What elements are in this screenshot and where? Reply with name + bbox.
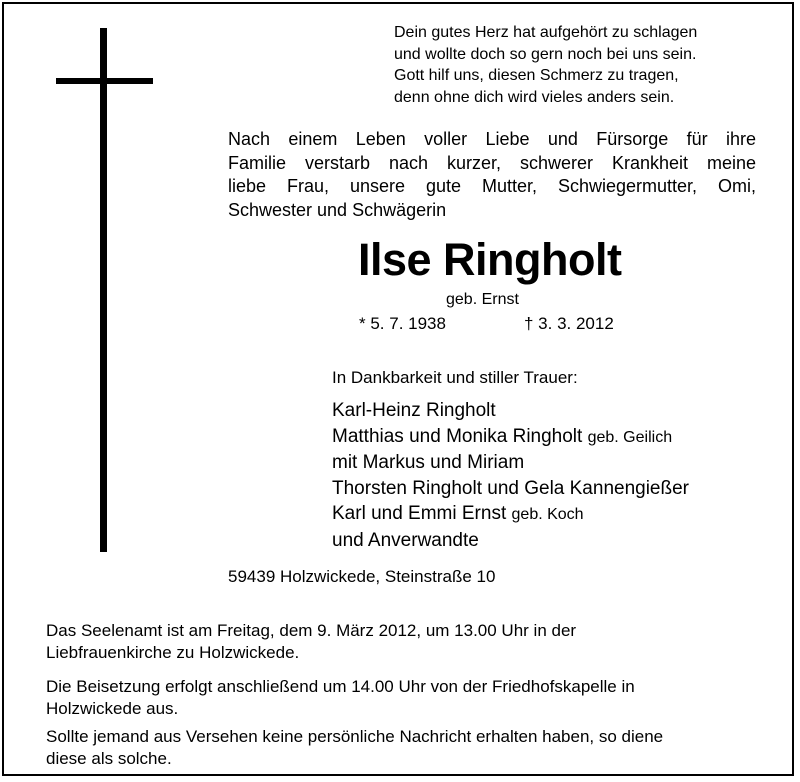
cross-vertical-bar — [100, 28, 107, 552]
mourner-item — [332, 501, 689, 528]
mourners-list — [332, 398, 689, 553]
notice-line: Die Beisetzung erfolgt anschließend um 14.00 Uhr von der Friedhofskapelle in — [46, 677, 635, 696]
notices — [46, 614, 758, 770]
intro-line: Nach einem Leben voller Liebe und Fürsorge für ihre — [228, 129, 756, 149]
mourner-name: und Anverwandte — [332, 529, 479, 551]
mourner-name: Karl und Emmi Ernst — [332, 503, 507, 524]
mourner-name: Karl-Heinz Ringholt — [332, 400, 496, 421]
maiden-name: geb. Ernst — [446, 291, 519, 308]
mourner-item — [332, 528, 689, 554]
mourner-item — [332, 424, 689, 451]
mourner-name: Matthias und Monika Ringholt — [332, 425, 583, 447]
birth-date: * 5. 7. 1938 — [359, 314, 446, 333]
intro-text — [228, 128, 756, 222]
notice-line: diese als solche. — [46, 749, 172, 768]
intro-line: Schwester und Schwägerin — [228, 199, 447, 220]
mourner-name: mit Markus und Miriam — [332, 452, 525, 473]
address: 59439 Holzwickede, Steinstraße 10 — [228, 567, 496, 586]
mourner-note: geb. Geilich — [587, 428, 673, 446]
death-date: † 3. 3. 2012 — [524, 314, 614, 333]
notice-line: Liebfrauenkirche zu Holzwickede. — [46, 643, 300, 662]
mourner-note: geb. Koch — [511, 506, 584, 523]
poem-line: denn ohne dich wird vieles anders sein. — [394, 88, 675, 106]
thanks-heading: In Dankbarkeit und stiller Trauer: — [332, 368, 578, 387]
deceased-name: Ilse Ringholt — [358, 234, 622, 285]
mourner-name: Thorsten Ringholt und Gela Kannengießer — [332, 477, 690, 499]
notice-line: Holzwickede aus. — [46, 699, 179, 718]
poem-line: Dein gutes Herz hat aufgehört zu schlagen — [394, 24, 698, 41]
notice-line: Sollte jemand aus Versehen keine persönliche Nachricht erhalten haben, so diene — [46, 727, 664, 746]
intro-line: liebe Frau, unsere gute Mutter, Schwiegermutter, Omi, — [228, 176, 756, 196]
poem-line: und wollte doch so gern noch bei uns sein. — [394, 45, 697, 63]
mourner-item — [332, 450, 689, 476]
notice-line: Das Seelenamt ist am Freitag, dem 9. März 2012, um 13.00 Uhr in der — [46, 621, 577, 640]
mourner-item — [332, 398, 689, 424]
mourner-item — [332, 476, 689, 502]
poem-line: Gott hilf uns, diesen Schmerz zu tragen, — [394, 67, 679, 84]
poem — [394, 22, 774, 108]
intro-line: Familie verstarb nach kurzer, schwerer Krankheit meine — [228, 152, 756, 173]
cross-horizontal-bar — [56, 78, 153, 84]
